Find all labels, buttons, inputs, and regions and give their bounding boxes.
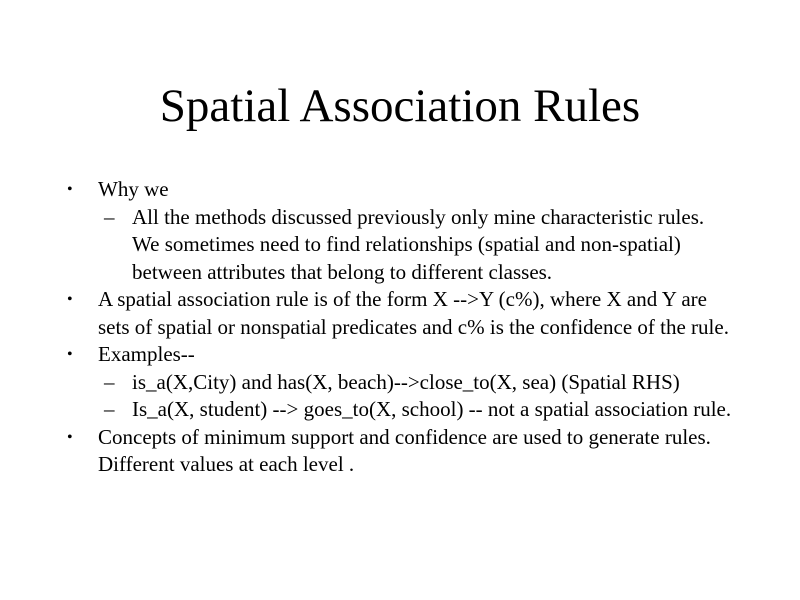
sub-bullet-text: is_a(X,City) and has(X, beach)-->close_to(X, sea) (Spatial RHS)	[132, 369, 680, 394]
slide-body	[0, 176, 800, 479]
sub-bullet-text: Is_a(X, student) --> goes_to(X, school) -- not a spatial association rule.	[132, 397, 732, 421]
bullet-item	[0, 286, 738, 341]
sub-bullet-marker: –	[104, 369, 115, 394]
bullet-text: Why we	[98, 177, 169, 201]
bullet-item	[0, 176, 738, 204]
bullet-text: A spatial association rule is of the form X -->Y (c%), where X and Y are sets of spatial or nonspatial predicates and c% is the confidence of the rule.	[98, 287, 729, 339]
bullet-item	[0, 341, 738, 369]
sub-bullet-item	[0, 396, 732, 424]
bullet-marker: •	[67, 181, 73, 198]
sub-bullet-marker: –	[104, 204, 115, 229]
sub-bullet-text: All the methods discussed previously only mine characteristic rules. We sometimes need to find relationships (spatial and non-spatial) between attributes that belong to different classes.	[132, 204, 705, 284]
bullet-marker: •	[67, 428, 73, 446]
bullet-item	[0, 424, 738, 479]
sub-bullet-marker: –	[104, 397, 115, 421]
sub-bullet-item	[0, 369, 732, 397]
bullet-marker: •	[67, 291, 73, 308]
bullet-text: Examples--	[98, 342, 195, 366]
bullet-text: Concepts of minimum support and confidence are used to generate rules. Different values at each level .	[98, 424, 711, 476]
bullet-marker: •	[67, 346, 73, 363]
slide-title: Spatial Association Rules	[159, 80, 641, 132]
sub-bullet-item	[0, 204, 732, 287]
